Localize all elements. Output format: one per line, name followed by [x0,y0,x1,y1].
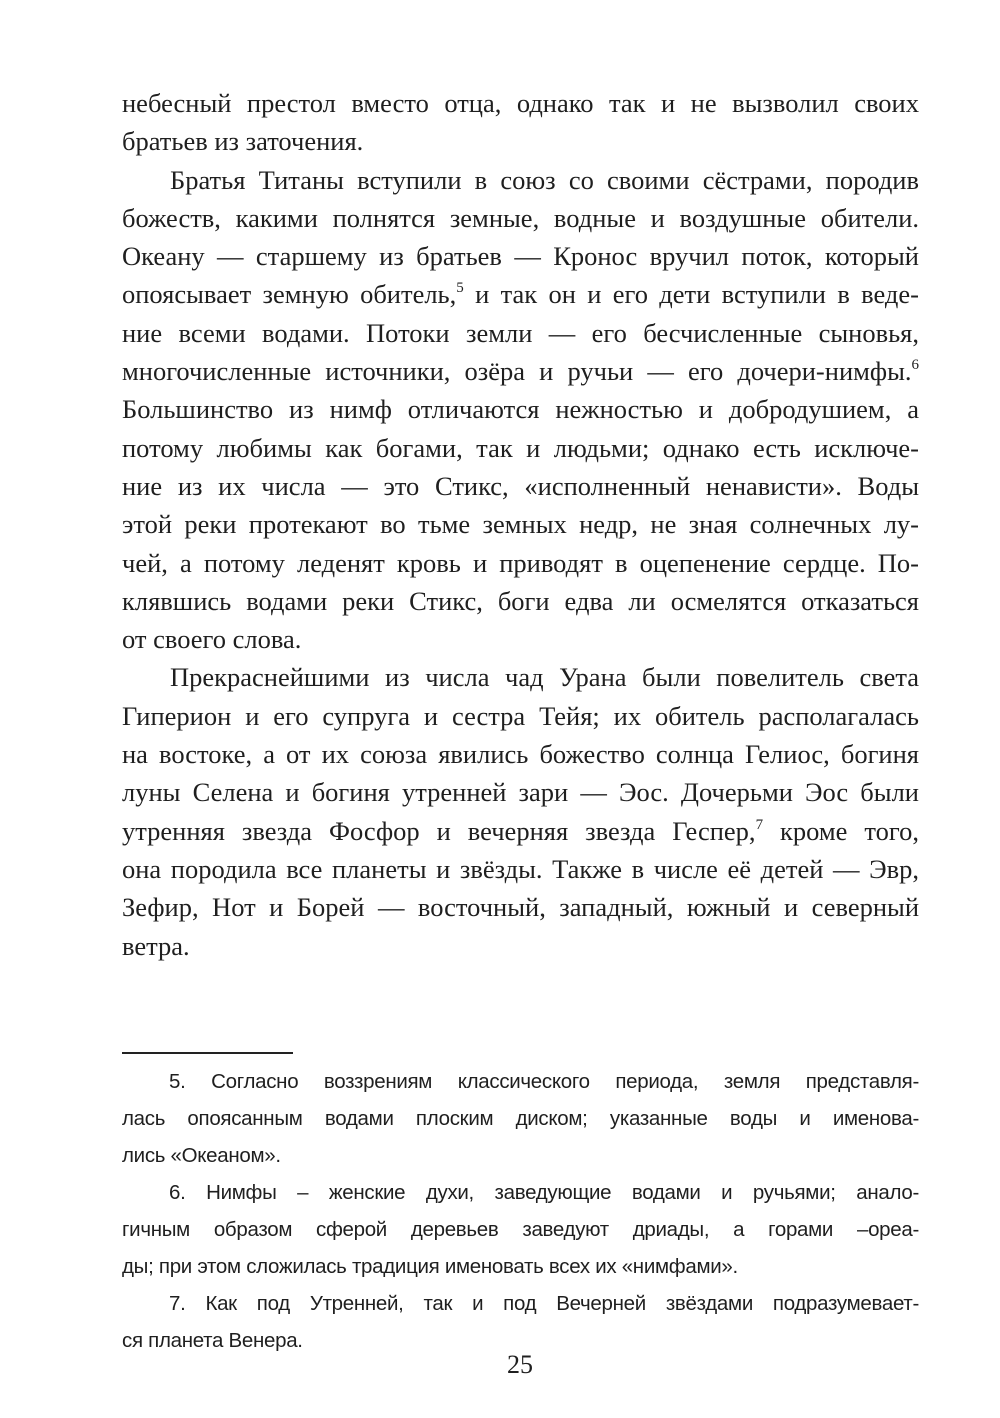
line-text: ние из их числа — это Стикс, «исполненный ненависти». Воды [122,470,919,501]
line-text: Большинство из нимф отличаются нежностью и добродушием, а [122,394,919,425]
line-text: утренняя звезда Фосфор и вечерняя звезда Геспер, [122,815,756,846]
line-text: на востоке, а от их союза явились божество солнца Гелиос, богиня [122,739,919,770]
line-text: ды; при этом сложилась традиция именовать всех их «нимфами». [122,1255,738,1278]
body-text [122,84,919,965]
footnote-line [122,1137,919,1174]
line-text: опоясывает земную обитель, [122,279,457,310]
line-text: и так он и его дети вступили в веде- [463,279,919,310]
text-line [122,850,919,888]
text-line [122,888,919,926]
line-text: от своего слова. [122,624,302,655]
line-text: ветра. [122,930,190,961]
line-text: ся планета Венера. [122,1329,303,1352]
line-text: потому любимы как богами, так и людьми; однако есть исключе- [122,432,919,463]
footnote-line [122,1211,919,1248]
text-line [122,773,919,811]
footnote-line [122,1248,919,1285]
line-text: луны Селена и богиня утренней зари — Эос. Дочерьми Эос были [122,777,919,808]
footnote-line [122,1063,919,1100]
text-line [122,697,919,735]
line-text: братьев из заточения. [122,126,364,157]
text-line [122,122,919,160]
footnote-reference[interactable]: 5 [456,280,464,297]
text-line [122,429,919,467]
line-text: 7. Как под Утренней, так и под Вечерней звёздами подразумевает- [169,1292,919,1315]
line-text: Братья Титаны вступили в союз со своими сёстрами, породив [170,164,919,195]
text-line [122,544,919,582]
text-line [122,161,919,199]
line-text: многочисленные источники, озёра и ручьи — его дочери-нимфы. [122,356,912,387]
line-text: ние всеми водами. Потоки земли — его бесчисленные сыновья, [122,317,919,348]
text-line [122,658,919,696]
text-line [122,390,919,428]
line-text: Зефир, Нот и Борей — восточный, западный, южный и северный [122,892,919,923]
line-text: этой реки протекают во тьме земных недр, не зная солнечных лу- [122,509,919,540]
line-text: клявшись водами реки Стикс, боги едва ли осмелятся отказаться [122,585,919,616]
footnotes [122,1063,919,1359]
text-line [122,275,919,313]
text-line [122,314,919,352]
line-text: божеств, какими полнятся земные, водные и воздушные обители. [122,202,919,233]
line-text: 6. Нимфы – женские духи, заведующие водами и ручьями; анало- [169,1181,919,1204]
line-text: небесный престол вместо отца, однако так и не вызволил своих [122,88,919,118]
line-text: 5. Согласно воззрениям классического периода, земля представля- [169,1070,919,1093]
footnote-line [122,1100,919,1137]
text-line [122,735,919,773]
footnote-separator [122,1052,293,1054]
text-line [122,237,919,275]
text-line [122,812,919,850]
footnote-line [122,1174,919,1211]
footnote-reference[interactable]: 6 [911,357,919,374]
line-text: гичным образом сферой деревьев заведуют дриады, а горами –ореа- [122,1218,919,1241]
line-text: лась опоясанным водами плоским диском; указанные воды и именова- [122,1107,919,1130]
line-text: она породила все планеты и звёзды. Также в числе её детей — Эвр, [122,853,919,884]
text-line [122,620,919,658]
text-line [122,505,919,543]
page-number: 25 [507,1350,533,1379]
footnote-reference[interactable]: 7 [755,816,764,833]
line-text: лись «Океаном». [122,1144,281,1167]
text-line [122,352,919,390]
line-text: кроме того, [763,815,919,846]
text-line [122,927,919,965]
line-text: Прекраснейшими из числа чад Урана были повелитель света [170,662,919,693]
line-text: чей, а потому леденят кровь и приводят в оцепенение сердце. По- [122,547,919,578]
line-text: Океану — старшему из братьев — Кронос вручил поток, который [122,241,919,272]
text-line [122,199,919,237]
line-text: Гиперион и его супруга и сестра Тейя; их обитель располагалась [122,700,919,731]
text-line [122,467,919,505]
text-line [122,84,919,122]
text-line [122,582,919,620]
footnote-line [122,1285,919,1322]
